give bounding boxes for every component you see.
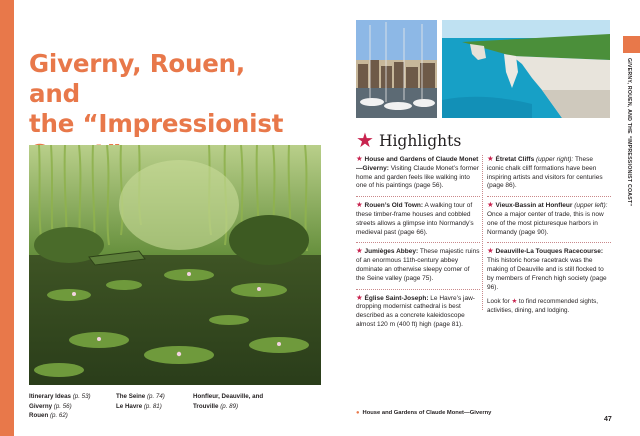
star-icon: ★ xyxy=(356,130,374,152)
highlight-item: ★ Jumièges Abbey: These majestic ruins of an enormous 11th-century abbey dominate an otherwise sleepy corner of the Seine valley (page 75). xyxy=(356,246,480,282)
highlight-item: ★ House and Gardens of Claude Monet—Giverny: Visiting Claude Monet’s former home and garden feels like walking into one of his paintings (page 56). xyxy=(356,154,479,190)
highlight-item: ★ Étretat Cliffs (upper right): These iconic chalk cliff formations have been inspiring artists and visitors for centuries (page 86). xyxy=(487,154,603,190)
giverny-garden-photo xyxy=(29,145,321,385)
divider xyxy=(356,196,480,197)
harbor-illustration xyxy=(356,20,437,118)
star-icon: ★ xyxy=(356,154,363,163)
star-icon: ★ xyxy=(356,246,363,256)
index-entry[interactable]: Honfleur, Deauville, and Trouville (p. 89) xyxy=(193,393,264,410)
star-icon: ★ xyxy=(487,154,494,163)
index-entry[interactable]: Giverny (p. 56) xyxy=(29,402,72,410)
highlight-item: ★ Rouen’s Old Town: A walking tour of these timber-frame houses and cobbled streets allows a glimpse into Normandy’s medieval past (page 66). xyxy=(356,200,474,236)
index-column-1 xyxy=(29,392,91,421)
star-icon: ★ xyxy=(487,246,494,256)
divider xyxy=(356,242,480,243)
index-entry[interactable]: Itinerary Ideas (p. 53) xyxy=(29,393,91,400)
page-number: 47 xyxy=(604,416,612,423)
highlight-item: ★ Église Saint-Joseph: Le Havre’s jaw-dropping modernist cathedral is best described as a concrete kaleidoscope almost 120 m (400 ft) high (page 81). xyxy=(356,292,475,328)
index-column-2 xyxy=(116,392,165,411)
highlight-item: ★ Vieux-Bassin at Honfleur (upper left): Once a major center of trade, this is now one of the most picturesque harbors in Normandy (page 90). xyxy=(487,200,608,236)
garden-illustration xyxy=(29,145,321,385)
index-entry[interactable]: Le Havre (p. 81) xyxy=(116,402,162,410)
honfleur-harbor-photo xyxy=(356,20,437,118)
column-divider xyxy=(482,155,483,310)
highlights-column-1 xyxy=(356,155,480,330)
index-column-3 xyxy=(193,392,273,411)
bullet-icon: ● xyxy=(356,410,360,416)
divider xyxy=(487,196,611,197)
star-icon: ★ xyxy=(487,200,494,210)
star-icon: ★ xyxy=(511,298,518,306)
star-icon: ★ xyxy=(356,292,363,302)
star-icon: ★ xyxy=(356,200,363,210)
highlight-item: ★ Deauville-La Touques Racecourse: This historic horse racetrack was the making of Deauville and is still flocked to by members of French high society (page 96). xyxy=(487,246,607,291)
index-entry[interactable]: The Seine (p. 74) xyxy=(116,393,165,400)
chapter-title: Giverny, Rouen, and the “Impressionist xyxy=(29,49,284,138)
photo-caption: ● House and Gardens of Claude Monet—Giverny xyxy=(356,410,492,416)
chapter-color-bar xyxy=(0,0,14,436)
highlights-column-2 xyxy=(487,155,611,316)
etretat-cliffs-photo xyxy=(442,20,610,118)
highlights-heading: ★ Highlights xyxy=(356,130,462,152)
divider xyxy=(487,242,611,243)
look-for-note: Look for ★ to find recommended sights, activities, dining, and lodging. xyxy=(487,298,599,315)
cliffs-illustration xyxy=(442,20,610,118)
running-head: GIVERNY, ROUEN, AND THE “IMPRESSIONIST COAST” xyxy=(626,58,632,207)
divider xyxy=(356,289,480,290)
chapter-tab xyxy=(623,36,640,53)
index-entry[interactable]: Rouen (p. 62) xyxy=(29,412,68,419)
